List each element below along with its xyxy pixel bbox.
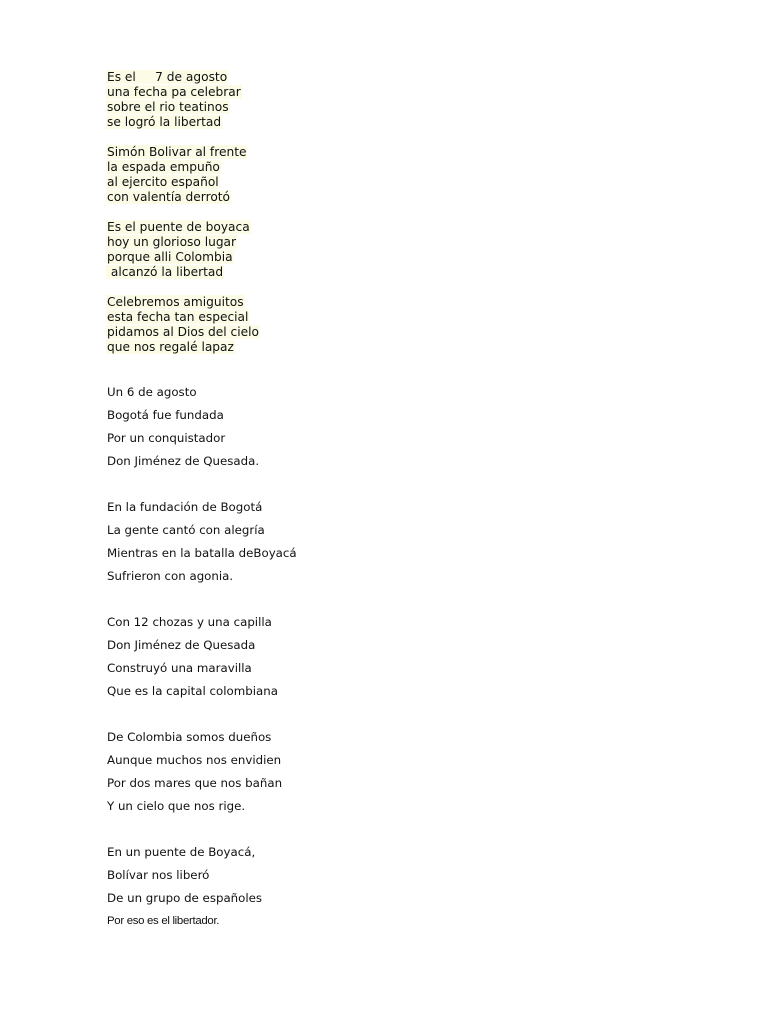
- poem-stanza: [106, 295, 260, 355]
- poem-line: alcanzó la libertad: [107, 265, 224, 279]
- poem-line: Mientras en la batalla deBoyacá: [107, 546, 297, 560]
- poem-line: Y un cielo que nos rige.: [107, 799, 246, 813]
- poem-stanza: [106, 145, 260, 205]
- poem-line: Bogotá fue fundada: [107, 408, 224, 422]
- poem-line: Por eso es el libertador.: [107, 915, 220, 927]
- poem-line: Es el 7 de agosto: [107, 70, 228, 84]
- poem-line: Por dos mares que nos bañan: [107, 776, 283, 790]
- poem-line: porque alli Colombia: [107, 250, 233, 264]
- plain-poem: [107, 383, 297, 958]
- poem-line: al ejercito español: [107, 175, 219, 189]
- poem-line: Que es la capital colombiana: [107, 684, 278, 698]
- poem-line: La gente cantó con alegría: [107, 523, 265, 537]
- poem-stanza: [106, 220, 260, 280]
- poem-line: Por un conquistador: [107, 431, 226, 445]
- poem-stanza: [107, 498, 297, 590]
- poem-line: De Colombia somos dueños: [107, 730, 272, 744]
- poem-line: que nos regalé lapaz: [107, 340, 234, 354]
- poem-line: Don Jiménez de Quesada.: [107, 454, 260, 468]
- poem-line: pidamos al Dios del cielo: [107, 325, 259, 339]
- poem-line: Aunque muchos nos envidien: [107, 753, 282, 767]
- poem-stanza: [107, 843, 297, 935]
- poem-stanza: [107, 728, 297, 820]
- poem-line: esta fecha tan especial: [107, 310, 249, 324]
- poem-line: Celebremos amiguitos: [107, 295, 244, 309]
- poem-line: una fecha pa celebrar: [107, 85, 241, 99]
- poem-line: la espada empuño: [107, 160, 220, 174]
- poem-stanza: [107, 613, 297, 705]
- poem-line: Don Jiménez de Quesada: [107, 638, 256, 652]
- poem-line: Simón Bolivar al frente: [107, 145, 247, 159]
- poem-line: hoy un glorioso lugar: [107, 235, 237, 249]
- poem-line: Un 6 de agosto: [107, 385, 197, 399]
- poem-line: Sufrieron con agonia.: [107, 569, 234, 583]
- poem-stanza: [106, 70, 260, 130]
- poem-stanza: [107, 383, 297, 475]
- poem-line: Con 12 chozas y una capilla: [107, 615, 272, 629]
- poem-line: En la fundación de Bogotá: [107, 500, 263, 514]
- poem-line: De un grupo de españoles: [107, 891, 263, 905]
- poem-line: sobre el rio teatinos: [107, 100, 229, 114]
- highlighted-poem: [106, 70, 260, 370]
- poem-line: En un puente de Boyacá,: [107, 845, 256, 859]
- poem-line: Construyó una maravilla: [107, 661, 252, 675]
- poem-line: Es el puente de boyaca: [107, 220, 250, 234]
- poem-line: con valentía derrotó: [107, 190, 231, 204]
- poem-line: se logró la libertad: [107, 115, 222, 129]
- poem-line: Bolívar nos liberó: [107, 868, 210, 882]
